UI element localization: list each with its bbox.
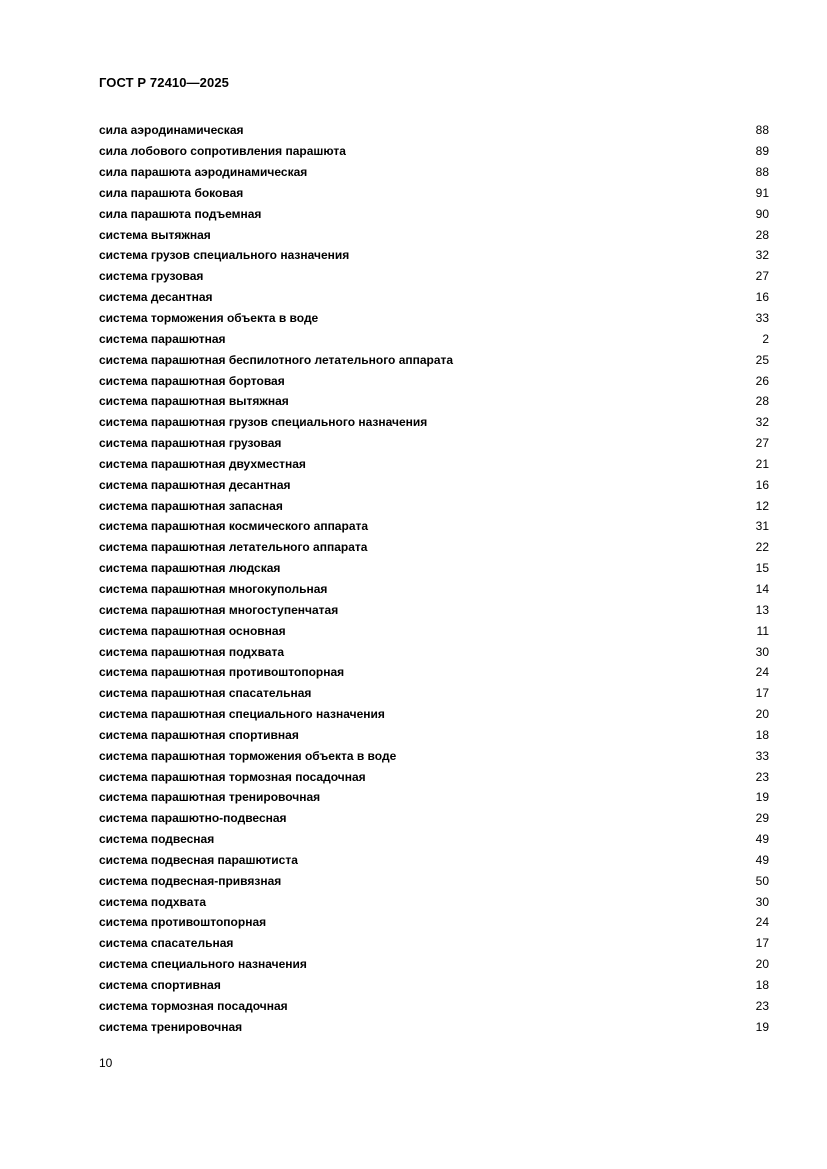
index-entry xyxy=(99,954,769,975)
index-page-ref: 90 xyxy=(755,206,769,221)
index-entry xyxy=(99,829,769,850)
index-entry xyxy=(99,808,769,829)
index-entry xyxy=(99,933,769,954)
index-entry xyxy=(99,203,769,224)
index-entry xyxy=(99,474,769,495)
index-page-ref: 89 xyxy=(755,144,769,159)
index-term: сила парашюта аэродинамическая xyxy=(99,165,308,180)
index-term: система парашютная космического аппарата xyxy=(99,519,369,534)
index-page-ref: 2 xyxy=(762,331,769,346)
index-page-ref: 91 xyxy=(755,185,769,200)
index-entry xyxy=(99,370,769,391)
index-entry xyxy=(99,579,769,600)
index-term: система десантная xyxy=(99,290,213,305)
index-entry xyxy=(99,891,769,912)
index-entry xyxy=(99,683,769,704)
index-page-ref: 88 xyxy=(755,123,769,138)
index-page-ref: 17 xyxy=(755,936,769,951)
index-page-ref: 19 xyxy=(755,1019,769,1034)
index-term: система парашютная десантная xyxy=(99,477,291,492)
index-term: система парашютная грузов специального назначения xyxy=(99,415,428,430)
index-entry xyxy=(99,495,769,516)
index-term: система парашютная летательного аппарата xyxy=(99,540,368,555)
index-page-ref: 13 xyxy=(755,602,769,617)
index-term: сила аэродинамическая xyxy=(99,123,244,138)
index-term: система парашютная xyxy=(99,331,226,346)
index-entry xyxy=(99,724,769,745)
index-entry xyxy=(99,120,769,141)
index-term: система парашютная тренировочная xyxy=(99,790,321,805)
index-page-ref: 32 xyxy=(755,415,769,430)
index-page-ref: 29 xyxy=(755,811,769,826)
index-term: система подхвата xyxy=(99,894,206,909)
index-page-ref: 22 xyxy=(755,540,769,555)
index-page-ref: 49 xyxy=(755,832,769,847)
index-page-ref: 24 xyxy=(755,915,769,930)
index-entry xyxy=(99,287,769,308)
index-page-ref: 49 xyxy=(755,852,769,867)
index-page-ref: 26 xyxy=(755,373,769,388)
index-entry xyxy=(99,912,769,933)
index-entry xyxy=(99,537,769,558)
index-entry xyxy=(99,850,769,871)
index-entry xyxy=(99,995,769,1016)
index-page-ref: 88 xyxy=(755,165,769,180)
index-term: система подвесная xyxy=(99,832,215,847)
index-term: система парашютная основная xyxy=(99,623,286,638)
index-term: система вытяжная xyxy=(99,227,211,242)
index-entry xyxy=(99,641,769,662)
index-page-ref: 15 xyxy=(755,561,769,576)
index-page-ref: 24 xyxy=(755,665,769,680)
index-page-ref: 23 xyxy=(755,769,769,784)
index-page-ref: 28 xyxy=(755,394,769,409)
index-entry xyxy=(99,745,769,766)
index-entry xyxy=(99,349,769,370)
index-page-ref: 16 xyxy=(755,477,769,492)
index-entry xyxy=(99,975,769,996)
index-entry xyxy=(99,787,769,808)
page-number: 10 xyxy=(99,1056,113,1070)
index-term: система противоштопорная xyxy=(99,915,267,930)
index-term: система грузов специального назначения xyxy=(99,248,350,263)
index-entry xyxy=(99,1016,769,1037)
index-entry xyxy=(99,662,769,683)
index-entry xyxy=(99,391,769,412)
index-term: система тренировочная xyxy=(99,1019,243,1034)
index-term: система парашютная многокупольная xyxy=(99,581,328,596)
index-term: система парашютная запасная xyxy=(99,498,283,513)
index-entry xyxy=(99,454,769,475)
index-term: система парашютная спортивная xyxy=(99,727,299,742)
index-term: система специального назначения xyxy=(99,957,307,972)
index-page-ref: 27 xyxy=(755,436,769,451)
index-entry xyxy=(99,766,769,787)
alphabetical-index xyxy=(99,120,769,1037)
index-page-ref: 12 xyxy=(755,498,769,513)
index-term: система торможения объекта в воде xyxy=(99,311,319,326)
index-entry xyxy=(99,224,769,245)
index-entry xyxy=(99,516,769,537)
index-term: система парашютно-подвесная xyxy=(99,811,287,826)
index-term: система парашютная беспилотного летательного аппарата xyxy=(99,352,454,367)
index-term: сила лобового сопротивления парашюта xyxy=(99,144,346,159)
index-page-ref: 33 xyxy=(755,311,769,326)
document-header: ГОСТ Р 72410—2025 xyxy=(99,75,229,90)
index-entry xyxy=(99,558,769,579)
index-page-ref: 19 xyxy=(755,790,769,805)
index-page-ref: 16 xyxy=(755,290,769,305)
index-entry xyxy=(99,328,769,349)
index-page-ref: 31 xyxy=(755,519,769,534)
index-entry xyxy=(99,704,769,725)
index-page-ref: 18 xyxy=(755,978,769,993)
index-term: система тормозная посадочная xyxy=(99,998,288,1013)
index-page-ref: 27 xyxy=(755,269,769,284)
index-term: система подвесная парашютиста xyxy=(99,852,298,867)
index-entry xyxy=(99,266,769,287)
index-page-ref: 32 xyxy=(755,248,769,263)
index-entry xyxy=(99,433,769,454)
index-term: система парашютная специального назначения xyxy=(99,707,385,722)
index-term: система спортивная xyxy=(99,978,221,993)
index-term: система парашютная многоступенчатая xyxy=(99,602,339,617)
index-entry xyxy=(99,620,769,641)
index-entry xyxy=(99,183,769,204)
index-page-ref: 23 xyxy=(755,998,769,1013)
index-term: система парашютная людская xyxy=(99,561,281,576)
index-page-ref: 17 xyxy=(755,686,769,701)
index-entry xyxy=(99,412,769,433)
index-entry xyxy=(99,599,769,620)
index-term: система парашютная грузовая xyxy=(99,436,282,451)
index-page-ref: 25 xyxy=(755,352,769,367)
index-entry xyxy=(99,141,769,162)
index-term: система парашютная бортовая xyxy=(99,373,285,388)
index-term: сила парашюта подъемная xyxy=(99,206,262,221)
index-entry xyxy=(99,308,769,329)
index-page-ref: 11 xyxy=(756,623,769,638)
index-entry xyxy=(99,162,769,183)
index-term: сила парашюта боковая xyxy=(99,185,244,200)
index-page-ref: 20 xyxy=(755,957,769,972)
index-page-ref: 30 xyxy=(755,644,769,659)
index-page-ref: 21 xyxy=(755,456,769,471)
index-term: система спасательная xyxy=(99,936,234,951)
index-term: система парашютная тормозная посадочная xyxy=(99,769,366,784)
index-page-ref: 28 xyxy=(755,227,769,242)
index-term: система парашютная торможения объекта в воде xyxy=(99,748,397,763)
index-term: система парашютная вытяжная xyxy=(99,394,289,409)
index-term: система парашютная спасательная xyxy=(99,686,312,701)
index-term: система парашютная противоштопорная xyxy=(99,665,345,680)
index-term: система парашютная подхвата xyxy=(99,644,285,659)
index-page-ref: 18 xyxy=(755,727,769,742)
index-term: система грузовая xyxy=(99,269,204,284)
index-page-ref: 50 xyxy=(755,873,769,888)
index-term: система парашютная двухместная xyxy=(99,456,306,471)
index-page-ref: 14 xyxy=(755,581,769,596)
index-page-ref: 33 xyxy=(755,748,769,763)
index-entry xyxy=(99,870,769,891)
index-entry xyxy=(99,245,769,266)
index-page-ref: 30 xyxy=(755,894,769,909)
index-term: система подвесная-привязная xyxy=(99,873,282,888)
index-page-ref: 20 xyxy=(755,707,769,722)
